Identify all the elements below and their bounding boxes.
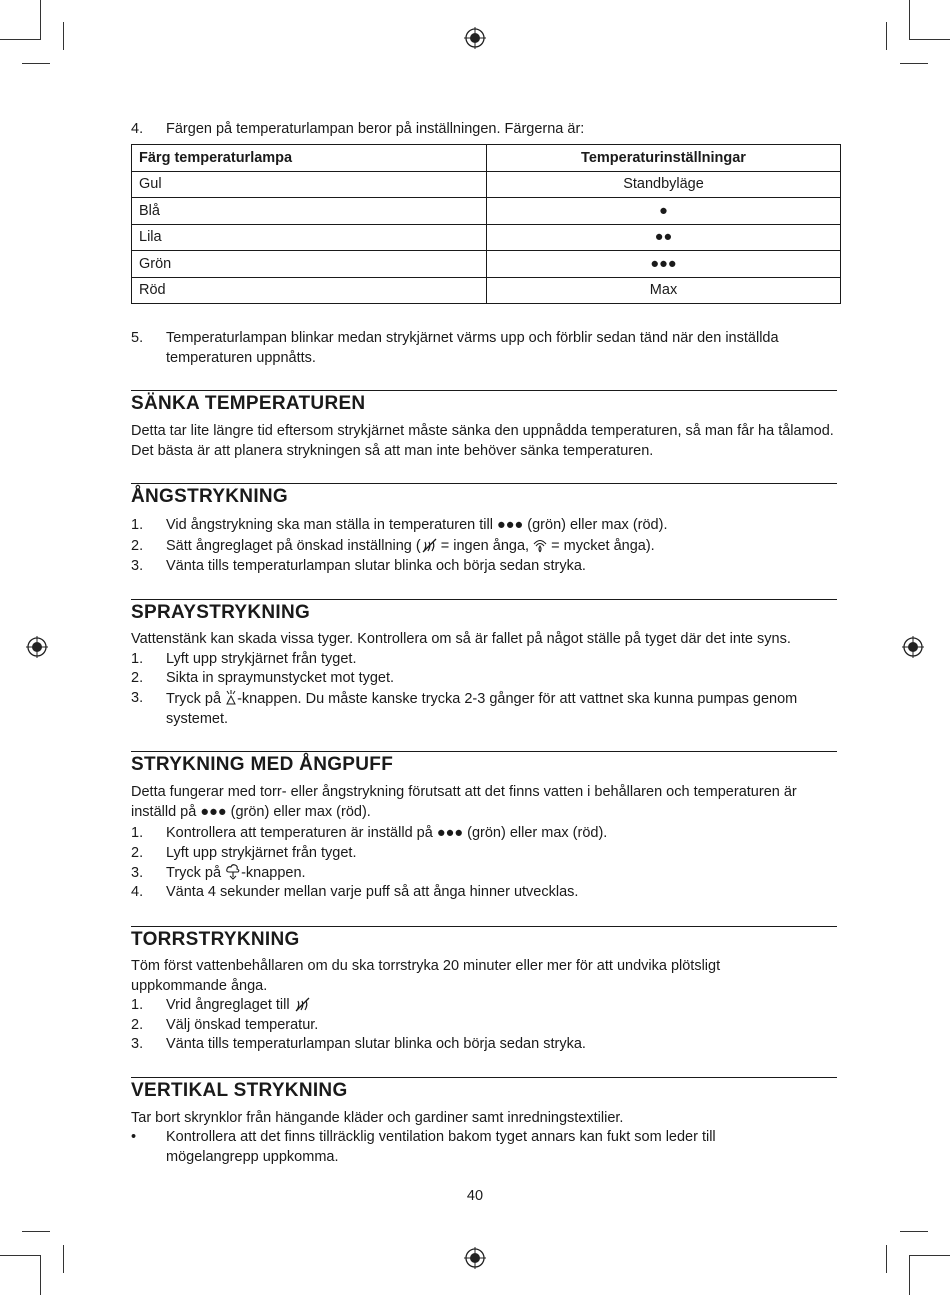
list-item	[131, 650, 831, 670]
list-item	[131, 996, 831, 1016]
item-number: 3.	[131, 558, 144, 574]
list-item	[131, 120, 584, 140]
section-paragraph: Tar bort skrynklor från hängande kläder och gardiner samt inredningstextilier.	[131, 1110, 624, 1126]
table-cell: Max	[487, 277, 841, 304]
table-cell: Grön	[132, 251, 487, 278]
item-text-part: Tryck på	[166, 691, 226, 707]
heading-text: VERTIKAL STRYKNING	[131, 1080, 348, 1101]
item-text-part: Vrid ångreglaget till	[166, 997, 294, 1013]
section-heading	[131, 599, 837, 625]
list-item	[131, 1035, 831, 1055]
item-number: 1.	[131, 825, 144, 841]
item-number: 2.	[131, 1017, 144, 1033]
item-text: Vänta tills temperaturlampan slutar blinka och börja sedan stryka.	[166, 1036, 586, 1052]
table-row	[132, 198, 841, 225]
no-steam-icon	[294, 996, 310, 1012]
item-text	[166, 864, 831, 884]
item-number: 2.	[131, 670, 144, 686]
table-row	[132, 171, 841, 198]
heading-text: STRYKNING MED ÅNGPUFF	[131, 754, 394, 775]
section-heading	[131, 926, 837, 952]
section-heading	[131, 751, 837, 777]
section-heading	[131, 483, 837, 509]
item-text: Färgen på temperaturlampan beror på inställningen. Färgerna är:	[166, 121, 585, 137]
table-row	[132, 224, 841, 251]
table-cell: ●	[487, 198, 841, 225]
max-steam-icon	[533, 537, 547, 553]
item-text: Vänta 4 sekunder mellan varje puff så att ånga hinner utvecklas.	[166, 884, 579, 900]
item-text-part: = mycket ånga).	[547, 538, 655, 554]
list-item	[131, 883, 831, 903]
item-number: 3.	[131, 1036, 144, 1052]
list-item	[131, 824, 831, 844]
list-item	[131, 537, 831, 557]
heading-text: SPRAYSTRYKNING	[131, 602, 311, 623]
heading-text: SÄNKA TEMPERATUREN	[131, 393, 366, 414]
item-number: 3.	[131, 690, 144, 706]
temperature-table	[131, 144, 841, 304]
item-text	[166, 689, 831, 729]
table-header-row	[132, 145, 841, 172]
item-text: Temperaturlampan blinkar medan strykjärnet värms upp och förblir sedan tänd när den inställda temperaturen uppnåtts.	[166, 330, 779, 366]
item-number: 3.	[131, 865, 144, 881]
registration-mark-icon	[902, 636, 924, 658]
item-text: Lyft upp strykjärnet från tyget.	[166, 651, 357, 667]
item-text-part: Tryck på	[166, 865, 226, 881]
registration-mark-icon	[464, 27, 486, 49]
heading-text: ÅNGSTRYKNING	[131, 486, 289, 507]
table-row	[132, 251, 841, 278]
item-text: Kontrollera att det finns tillräcklig ventilation bakom tyget annars kan fukt som leder till mögelangrepp uppkomma.	[166, 1129, 716, 1165]
table-cell: Blå	[132, 198, 487, 225]
no-steam-icon	[421, 537, 437, 553]
list-item	[131, 864, 831, 884]
list-item	[131, 689, 831, 729]
table-header: Temperaturinställningar	[487, 145, 841, 172]
table-cell: Lila	[132, 224, 487, 251]
registration-mark-icon	[26, 636, 48, 658]
registration-mark-icon	[464, 1247, 486, 1269]
item-number: 2.	[131, 538, 144, 554]
section-paragraph: Detta tar lite längre tid eftersom strykjärnet måste sänka den uppnådda temperaturen, så man får ha tålamod. Det bästa är att planera strykningen så att man inte behöver sänka temperaturen.	[131, 423, 834, 459]
item-number: 1.	[131, 651, 144, 667]
table-cell: ●●●	[487, 251, 841, 278]
item-text: Välj önskad temperatur.	[166, 1017, 319, 1033]
table-row	[132, 277, 841, 304]
item-text	[166, 996, 831, 1016]
bullet: •	[131, 1129, 137, 1145]
list-item	[131, 516, 831, 536]
item-number: 4.	[131, 884, 144, 900]
item-number: 1.	[131, 517, 144, 533]
item-number: 4.	[131, 121, 144, 137]
spray-icon	[225, 689, 237, 706]
table-cell: Gul	[132, 171, 487, 198]
section-heading	[131, 390, 837, 416]
item-text	[166, 537, 831, 557]
item-text-part: -knappen.	[241, 865, 306, 881]
section-paragraph: Töm först vattenbehållaren om du ska torrstryka 20 minuter eller mer för att undvika plötsligt uppkommande ånga.	[131, 958, 721, 994]
item-text-part: -knappen. Du måste kanske trycka 2-3 gånger för att vattnet ska kunna pumpas genom systemet.	[166, 691, 798, 727]
list-item	[131, 669, 831, 689]
section-paragraph: Vattenstänk kan skada vissa tyger. Kontrollera om så är fallet på något ställe på tyget där det inte syns.	[131, 631, 791, 647]
heading-text: TORRSTRYKNING	[131, 929, 300, 950]
table-cell: ●●	[487, 224, 841, 251]
item-text: Kontrollera att temperaturen är inställd på ●●● (grön) eller max (röd).	[166, 825, 608, 841]
table-cell: Standbyläge	[487, 171, 841, 198]
item-text: Vid ångstrykning ska man ställa in temperaturen till ●●● (grön) eller max (röd).	[166, 517, 668, 533]
list-item	[131, 844, 831, 864]
item-text: Sikta in spraymunstycket mot tyget.	[166, 670, 395, 686]
table-header: Färg temperaturlampa	[132, 145, 487, 172]
item-text: Vänta tills temperaturlampan slutar blinka och börja sedan stryka.	[166, 558, 586, 574]
item-number: 1.	[131, 997, 144, 1013]
item-text-part: Sätt ångreglaget på önskad inställning (	[166, 538, 421, 554]
list-item	[131, 329, 831, 368]
table-cell: Röd	[132, 277, 487, 304]
item-text-part: = ingen ånga,	[436, 538, 534, 554]
item-number: 2.	[131, 845, 144, 861]
item-number: 5.	[131, 330, 144, 346]
section-paragraph: Detta fungerar med torr- eller ångstrykning förutsatt att det finns vatten i behållaren och temperaturen är inställd på ●●● (grön) eller max (röd).	[131, 784, 797, 820]
bullet-item	[131, 1128, 791, 1167]
list-item	[131, 1016, 831, 1036]
steam-burst-icon	[225, 864, 241, 880]
list-item	[131, 557, 831, 577]
item-text: Lyft upp strykjärnet från tyget.	[166, 845, 357, 861]
section-heading	[131, 1077, 837, 1103]
page-number: 40	[466, 1188, 484, 1204]
